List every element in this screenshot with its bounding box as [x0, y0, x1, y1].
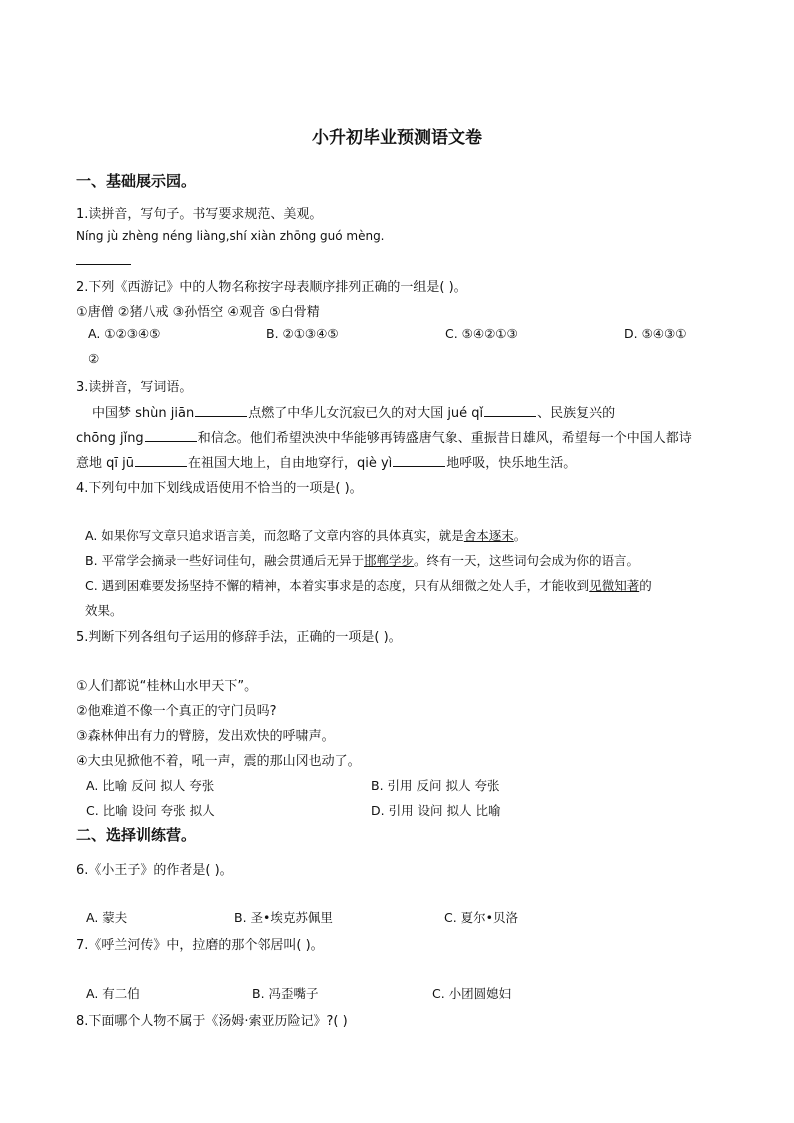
question-2-option-a[interactable]: A. ①②③④⑤ [88, 326, 161, 341]
question-8-prompt: 8.下面哪个人物不属于《汤姆·索亚历险记》?( ) [76, 1014, 348, 1029]
question-3-line-3 [76, 452, 576, 471]
question-5-sentence-3: ③森林伸出有力的臂膀，发出欢快的呼啸声。 [76, 729, 335, 744]
blank-chongjing[interactable] [145, 429, 197, 442]
question-5-sentence-1: ①人们都说“桂林山水甲天下”。 [76, 679, 258, 694]
q3-l3-text-a: 意地 qī jū [76, 456, 134, 471]
q4-b-idiom: 邯郸学步 [364, 553, 415, 568]
question-3-line-2 [76, 427, 692, 446]
q4-b-end: 。终有一天，这些词句会成为你的语言。 [414, 553, 640, 568]
q4-b-text: B. 平常学会摘录一些好词佳句，融会贯通后无异于 [85, 553, 365, 568]
question-7-prompt: 7.《呼兰河传》中，拉磨的那个邻居叫( )。 [76, 938, 324, 953]
question-5-sentence-2: ②他难道不像一个真正的守门员吗? [76, 704, 277, 719]
q3-l3-text-c: 地呼吸，快乐地生活。 [446, 456, 577, 471]
question-4-prompt: 4.下列句中加下划线成语使用不恰当的一项是( )。 [76, 481, 363, 496]
question-2-option-c[interactable]: C. ⑤④②①③ [445, 326, 518, 341]
question-6-prompt: 6.《小王子》的作者是( )。 [76, 863, 233, 878]
blank-qiju[interactable] [135, 454, 187, 467]
question-5-option-b[interactable]: B. 引用 反问 拟人 夸张 [371, 778, 500, 793]
question-5-option-c[interactable]: C. 比喻 设问 夸张 拟人 [86, 803, 215, 818]
question-2-option-d-wrap: ② [88, 351, 100, 366]
question-3-line-1 [92, 402, 615, 421]
question-2-option-b[interactable]: B. ②①③④⑤ [266, 326, 339, 341]
question-1-answer-line [76, 264, 131, 265]
question-2-items: ①唐僧 ②猪八戒 ③孙悟空 ④观音 ⑤白骨精 [76, 305, 320, 320]
section-heading-2: 二、选择训练营。 [76, 826, 197, 844]
q3-l1-text-b: 点燃了中华儿女沉寂已久的对大国 jué qǐ [248, 406, 484, 421]
blank-jueqi[interactable] [484, 404, 536, 417]
question-5-sentence-4: ④大虫见掀他不着，吼一声，震的那山冈也动了。 [76, 754, 361, 769]
page-title: 小升初毕业预测语文卷 [312, 128, 482, 148]
question-7-option-c[interactable]: C. 小团圆媳妇 [432, 986, 512, 1001]
blank-shunjian[interactable] [195, 404, 247, 417]
q3-l1-text-c: 、民族复兴的 [537, 406, 616, 421]
question-1-pinyin: Níng jù zhèng néng liàng,shí xiàn zhōng guó mèng. [76, 229, 385, 243]
question-1-prompt: 1.读拼音，写句子。书写要求规范、美观。 [76, 207, 323, 222]
question-5-option-a[interactable]: A. 比喻 反问 拟人 夸张 [86, 778, 215, 793]
question-2-prompt: 2.下列《西游记》中的人物名称按字母表顺序排列正确的一组是( )。 [76, 280, 467, 295]
question-4-option-c-wrap: 效果。 [85, 603, 123, 618]
q4-c-idiom: 见微知著 [589, 578, 640, 593]
blank-qieyi[interactable] [393, 454, 445, 467]
q3-l1-text-a: 中国梦 shùn jiān [92, 406, 195, 421]
question-2-option-d[interactable]: D. ⑤④③① [624, 326, 687, 341]
question-5-prompt: 5.判断下列各组句子运用的修辞手法，正确的一项是( )。 [76, 630, 402, 645]
question-6-option-b[interactable]: B. 圣•埃克苏佩里 [234, 910, 333, 925]
question-4-option-a[interactable] [85, 526, 526, 544]
question-7-option-b[interactable]: B. 冯歪嘴子 [252, 986, 319, 1001]
question-6-option-a[interactable]: A. 蒙夫 [86, 910, 128, 925]
question-4-option-c[interactable] [85, 576, 652, 594]
section-heading-1: 一、基础展示园。 [76, 172, 197, 190]
q3-l2-text-b: 和信念。他们希望泱泱中华能够再铸盛唐气象、重振昔日雄风，希望每一个中国人都诗 [197, 431, 692, 446]
q4-c-end: 的 [639, 578, 652, 593]
q3-l2-text-a: chōng jǐng [76, 431, 144, 446]
q3-l3-text-b: 在祖国大地上，自由地穿行，qiè yì [187, 456, 393, 471]
q4-a-text: A. 如果你写文章只追求语言美，而忽略了文章内容的具体真实，就是 [85, 528, 464, 543]
q4-c-text: C. 遇到困难要发扬坚持不懈的精神，本着实事求是的态度，只有从细微之处人手，才能收到 [85, 578, 590, 593]
question-7-option-a[interactable]: A. 有二伯 [86, 986, 140, 1001]
question-5-option-d[interactable]: D. 引用 设问 拟人 比喻 [371, 803, 501, 818]
question-6-option-c[interactable]: C. 夏尔•贝洛 [444, 910, 519, 925]
question-3-prompt: 3.读拼音，写词语。 [76, 380, 193, 395]
question-4-option-b[interactable] [85, 551, 639, 569]
q4-a-idiom: 舍本逐末 [463, 528, 514, 543]
q4-a-end: 。 [513, 528, 527, 543]
